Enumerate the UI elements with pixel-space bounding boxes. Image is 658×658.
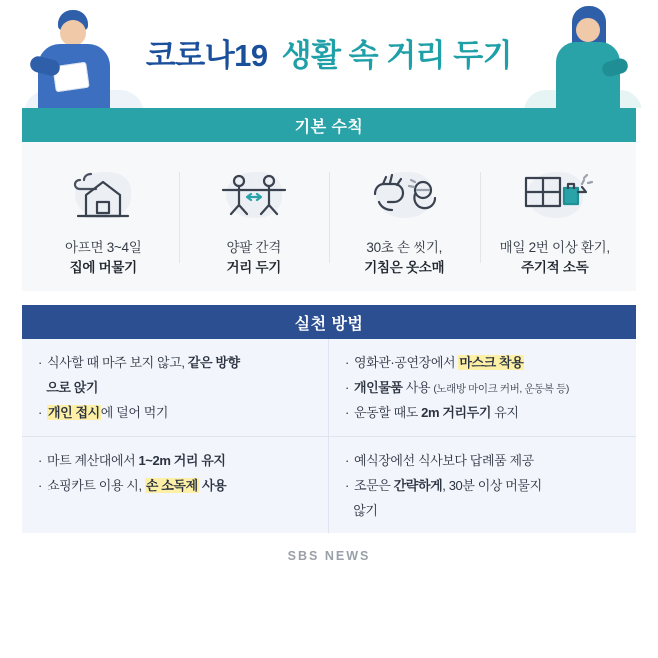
spray-window-icon [480, 158, 631, 230]
plain-text: 에 덜어 먹기 [100, 405, 169, 421]
bullet-indent-spacer [345, 501, 348, 521]
practice-group [329, 339, 636, 435]
practice-line [345, 353, 622, 373]
plain-text: 조문은 [353, 477, 394, 493]
practice-text [353, 501, 377, 521]
bullet-dot-icon: · [345, 405, 349, 421]
sbs-news-logo: SBS NEWS [287, 548, 371, 563]
title-covid19: 코로나19 [145, 38, 268, 73]
basic-line1: 매일 2번 이상 환기, [499, 240, 610, 255]
arms-distance-icon [179, 158, 330, 230]
practice-group [22, 436, 328, 508]
basic-line2: 주기적 소독 [521, 259, 589, 275]
practice-text [354, 476, 542, 496]
basic-item-arm-distance [179, 158, 330, 277]
head-shape [576, 18, 600, 42]
practice-line [345, 378, 622, 398]
emphasis-text: 개인물품 [353, 380, 403, 396]
practice-group [329, 436, 636, 533]
practice-text [47, 476, 226, 496]
bullet-indent-spacer [38, 378, 41, 398]
section-spacer [0, 291, 658, 305]
practice-text [354, 353, 524, 373]
emphasis-text: 간략하게 [393, 477, 443, 493]
practice-line [38, 451, 314, 471]
plain-text: 않기 [353, 502, 378, 518]
practice-group [22, 339, 328, 435]
footer [0, 533, 658, 579]
practice-text [354, 451, 534, 471]
highlighted-text: 개인 접시 [47, 405, 100, 421]
emphasis-text: 사용 [198, 477, 227, 493]
practice-line [38, 403, 314, 423]
bullet-dot-icon: · [38, 477, 42, 493]
practice-line [38, 378, 314, 398]
plain-text: 식사할 때 마주 보지 않고, [46, 355, 188, 371]
bullet-dot-icon: · [38, 452, 42, 468]
bullet-dot-icon: · [345, 477, 349, 493]
bullet-dot-icon: · [38, 405, 42, 421]
plain-text: 마트 계산대에서 [46, 452, 139, 468]
practice-text [47, 403, 168, 423]
practice-column-right [329, 339, 636, 533]
practice-line [345, 403, 622, 423]
basic-item-ventilation [480, 158, 631, 277]
highlighted-text: 마스크 착용 [459, 355, 524, 371]
emphasis-text: 2m 거리두기 [421, 405, 491, 421]
plain-text: 쇼핑카트 이용 시, [46, 477, 145, 493]
plain-text: 영화관·공연장에서 [353, 355, 459, 371]
practice-section-header: 실천 방법 [22, 305, 636, 339]
basic-line1: 양팔 간격 [226, 240, 281, 255]
practice-line [38, 353, 314, 373]
bullet-dot-icon: · [345, 380, 349, 396]
practice-section [22, 305, 636, 533]
practice-text [354, 403, 519, 423]
woman-standing-illustration [540, 4, 636, 108]
emphasis-text: 으로 앉기 [46, 380, 99, 396]
bullet-dot-icon: · [345, 452, 349, 468]
practice-text [47, 451, 226, 471]
plain-text: 운동할 때도 [353, 405, 422, 421]
plain-text: , 30분 이상 머물지 [442, 477, 542, 493]
practice-line [345, 501, 622, 521]
basic-line2: 기침은 옷소매 [364, 259, 445, 275]
highlighted-text: 손 소독제 [145, 477, 198, 493]
basic-line2: 거리 두기 [226, 259, 281, 275]
practice-line [38, 476, 314, 496]
basics-section [22, 108, 636, 291]
basics-items [22, 142, 636, 291]
basic-item-hand-wash [329, 158, 480, 277]
title-distancing: 생활 속 거리 두기 [281, 38, 513, 73]
bullet-dot-icon: · [345, 355, 349, 371]
practice-columns [22, 339, 636, 533]
practice-text [47, 353, 240, 373]
plain-text: 예식장에선 식사보다 답례품 제공 [353, 452, 534, 468]
plain-text: 유지 [491, 405, 519, 421]
basic-line2: 집에 머물기 [69, 259, 137, 275]
house-icon [28, 158, 179, 230]
basic-line1: 30초 손 씻기, [366, 240, 443, 255]
basics-section-header: 기본 수칙 [22, 108, 636, 142]
header [0, 0, 658, 108]
practice-column-left [22, 339, 329, 533]
bullet-dot-icon: · [38, 355, 42, 371]
note-text: (노래방 마이크 커버, 운동복 등) [433, 383, 570, 396]
basic-item-stay-home [28, 158, 179, 277]
emphasis-text: 1~2m 거리 유지 [138, 452, 226, 468]
emphasis-text: 같은 방향 [187, 355, 240, 371]
practice-line [345, 476, 622, 496]
practice-line [345, 451, 622, 471]
practice-text [46, 378, 98, 398]
basic-line1: 아프면 3~4일 [65, 240, 142, 255]
plain-text: 사용 [402, 380, 434, 396]
hand-wash-cough-icon [329, 158, 480, 230]
practice-text [354, 378, 569, 398]
